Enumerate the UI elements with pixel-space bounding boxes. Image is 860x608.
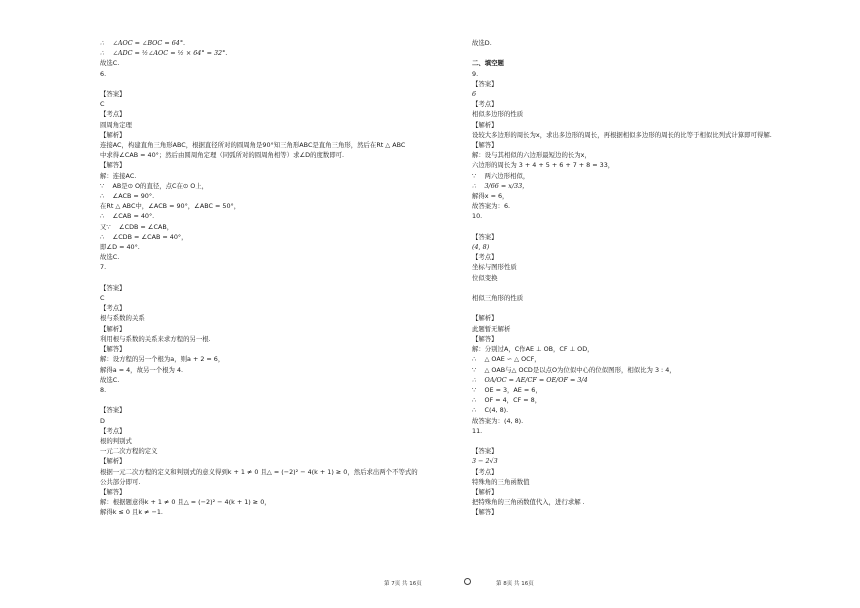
text-line: 利用根与系数的关系来求方程的另一根. [100,334,211,343]
text-line [100,273,450,283]
text-line: 位似变换 [472,273,498,282]
text-line: 连接AC，构建直角三角形ABC，根据直径所对的圆周角是90°知三角形ABC是直角三角形，然后在Rt △ ABC [100,141,406,150]
text-line: 故答案为：6. [472,202,511,211]
text-line: 6. [100,69,107,78]
text-line: 【考点】 [100,426,126,435]
text-line [100,79,450,89]
footer-page-number-left: 第 7页 共 16页 [384,581,422,587]
text-line: 解：设与其相似的六边形最短边的长为x， [472,151,591,160]
text-line: 【解答】 [472,508,498,517]
text-line: 【解答】 [472,141,498,150]
text-line: 11. [472,426,483,435]
text-line: 【解析】 [472,120,498,129]
text-line [472,436,852,446]
text-line: 在Rt △ ABC中，∠ACB = 90°，∠ABC = 50°， [100,202,241,211]
text-line: ∴ 3/66 = x/33， [472,181,529,190]
text-line: ∴ ∠ADC = ½∠AOC = ½ × 64° = 32°. [100,49,228,58]
text-line: 【答案】 [472,232,498,241]
text-line: 【考点】 [100,110,126,119]
text-line: 坐标与图形性质 [472,263,517,272]
right-page-column [472,38,852,518]
text-line: 六边形的周长为 3 + 4 + 5 + 6 + 7 + 8 = 33， [472,161,615,170]
left-page-column [100,38,450,518]
text-line: 公共部分即可. [100,477,141,486]
text-line: C [100,294,105,303]
text-line: ∵ 两六边形相似， [472,171,530,180]
text-line: 【解答】 [100,345,126,354]
text-line: 【解答】 [100,487,126,496]
text-line: 解得x = 6， [472,192,509,201]
text-line: 故选C. [100,253,120,262]
text-line: 根的判别式 [100,436,132,445]
text-line: 解得k ≤ 0 且k ≠ −1. [100,508,163,517]
text-line: 一元二次方程的定义 [100,447,158,456]
text-line: 3 − 2√3 [472,457,498,466]
text-line [472,222,852,232]
text-line: ∵ △ OAB与△ OCD是以点O为位似中心的位似图形，相似比为 3 : 4， [472,365,676,374]
text-line: 此题暂无解析 [472,324,511,333]
text-line: ∴ OF = 4，CF = 8， [472,396,542,405]
text-line: 解：连接AC. [100,171,137,180]
text-line: 【解析】 [472,487,498,496]
text-line: ∴ ∠AOC = ∠BOC = 64°. [100,39,186,47]
text-line: 【答案】 [472,79,498,88]
text-line: 7. [100,263,107,272]
text-line: 根与系数的关系 [100,314,145,323]
text-line: C [100,100,105,109]
text-line: 【答案】 [100,283,126,292]
text-line: 相似多边形的性质 [472,110,524,119]
text-line: 即∠D = 40°. [100,243,140,252]
text-line: 9. [472,69,479,78]
footer-page-number-right: 第 8页 共 16页 [496,581,534,587]
text-line: 【解析】 [100,457,126,466]
text-line: ∴ OA/OC = AE/CF = OE/OF = 3/4 [472,375,588,384]
text-line [472,283,852,293]
text-line [472,303,852,313]
text-line: 【解析】 [100,130,126,139]
text-line: 【解答】 [100,161,126,170]
page-footer [0,578,860,590]
text-line: ∴ ∠CDB = ∠CAB = 40°， [100,232,188,241]
text-line: 解：设方程的另一个根为a，则a + 2 = 6， [100,355,225,364]
text-line: D [100,416,105,425]
text-line: 解：分别过A，C作AE ⊥ OB，CF ⊥ OD， [472,345,594,354]
text-line: ∴ ∠ACB = 90°. [100,192,155,201]
text-line: 又∵ ∠CDB = ∠CAB， [100,222,174,231]
text-line: 解得a = 4，故另一个根为 4. [100,365,184,374]
text-line: ∴ C(4, 8). [472,406,509,415]
text-line: 【解答】 [472,334,498,343]
text-line: 【答案】 [100,90,126,99]
text-line: 故选C. [100,59,120,68]
text-line: 故选D. [472,39,492,47]
text-line: 解：根据题意得k + 1 ≠ 0 且△ = (−2)² − 4(k + 1) ≥ 0， [100,498,271,507]
text-line: 【考点】 [100,304,126,313]
text-line: ∵ OE = 3，AE = 6， [472,385,542,394]
text-line: 特殊角的三角函数值 [472,477,530,486]
text-line [100,395,450,405]
text-line: ∵ AB是⊙ O的直径，点C在⊙ O上， [100,181,209,190]
text-line: 故选C. [100,375,120,384]
text-line: 【答案】 [100,406,126,415]
text-line: 【考点】 [472,467,498,476]
text-line: 中求得∠CAB = 40°；然后由圆周角定理（同弧所对的圆周角相等）求∠D的度数即可. [100,151,345,160]
binding-hole-icon [464,578,471,585]
text-line: 【考点】 [472,100,498,109]
text-line: 根据一元二次方程的定义和判别式的意义得到k + 1 ≠ 0 且△ = (−2)² − 4(k + 1) ≥ 0，然后求出两个不等式的 [100,467,418,476]
text-line: 【答案】 [472,447,498,456]
text-line: ∴ △ OAE ∽ △ OCF， [472,355,541,364]
text-line: 【解析】 [100,324,126,333]
text-line: 8. [100,385,107,394]
text-line: 把特殊角的三角函数值代入，进行求解 . [472,498,585,507]
text-line: 相似三角形的性质 [472,294,524,303]
text-line [472,48,852,58]
text-line: ∴ ∠CAB = 40°. [100,212,155,221]
text-line: 6 [472,90,477,99]
text-line: 10. [472,212,483,221]
text-line: 故答案为：(4, 8). [472,416,524,425]
text-line: 二、填空题 [472,59,504,68]
text-line: (4, 8) [472,243,490,252]
text-line: 【解析】 [472,314,498,323]
text-line: 设较大多边形的周长为x，求出多边形的周长，再根据相似多边形的周长的比等于相似比列式计算即可得解. [472,130,772,139]
text-line: 圆周角定理 [100,120,132,129]
text-line: 【考点】 [472,253,498,262]
